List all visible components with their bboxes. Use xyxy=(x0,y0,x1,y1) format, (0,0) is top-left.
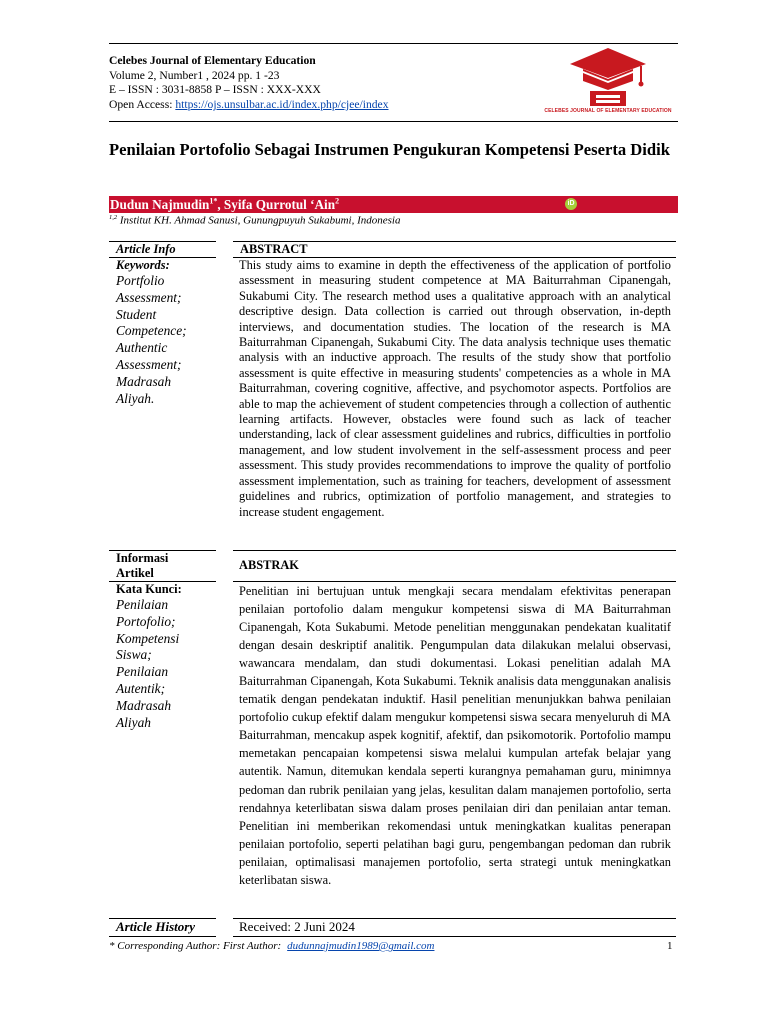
keyword: Aliyah xyxy=(116,714,151,730)
abstract-english: This study aims to examine in depth the effectiveness of the application of portfolio assessment in measuring student competence at MA Baiturrahman Cipanengah, Sukabumi City. The research method uses a qualitative approach with an analytical descriptive design. Data collection is carried out through observation, in-depth interviews, and documentation studies. The location of the research is MA Baiturrahman Cipanengah, Sukabumi City. The data analysis technique uses thematic analysis with an inductive approach. The results of the study show that portfolio assessment is quite effective in measuring students' competencies as a whole in MA Baiturrahman, covering cognitive, affective, and psychomotor aspects. Portfolios are able to map the achievement of student competencies through a collection of authentic learning artifacts. However, obstacles were found such as lack of teacher understanding, lack of clear assessment guidelines and rubrics, difficulties in portfolio management, and low student involvement in the self-assessment process and peer assessment. This study provides recommendations to improve the quality of portfolio assessment implementation, such as training for teachers, development of assessment guidelines and rubrics, optimization of portfolio management, and strategies to increase student engagement. xyxy=(239,258,671,519)
graduation-cap-logo-icon xyxy=(538,44,678,108)
open-access-line xyxy=(109,98,539,113)
header-bottom-rule xyxy=(109,121,678,122)
keyword: Assessment; xyxy=(116,356,182,372)
author-1-sup: 1* xyxy=(209,196,218,206)
keywords-label: Keywords: xyxy=(116,258,170,272)
keyword: Portfolio xyxy=(116,273,165,288)
page-number: 1 xyxy=(667,940,673,952)
article-info-label: Article Info xyxy=(116,242,176,256)
open-access-link[interactable]: https://ojs.unsulbar.ac.id/index.php/cjee/index xyxy=(175,97,389,111)
keyword: Assessment; xyxy=(116,289,182,305)
journal-name: Celebes Journal of Elementary Education xyxy=(109,54,316,67)
keyword: Student xyxy=(116,306,157,322)
keyword: Competence; xyxy=(116,323,187,339)
keyword: Madrasah xyxy=(116,373,172,389)
affiliation-text: Institut KH. Ahmad Sanusi, Gunungpuyuh Sukabumi, Indonesia xyxy=(117,214,401,227)
keywords-list xyxy=(116,273,226,407)
corresponding-label: * Corresponding Author: First Author: xyxy=(109,940,282,952)
logo-caption: CELEBES JOURNAL OF ELEMENTARY EDUCATION xyxy=(544,108,672,114)
article-history-label: Article History xyxy=(116,919,196,934)
keyword: Siswa; xyxy=(116,647,152,663)
author-separator: , xyxy=(217,197,224,212)
keyword: Portofolio; xyxy=(116,613,176,629)
keyword: Kompetensi xyxy=(116,630,180,646)
abstrak-top-rule xyxy=(233,550,676,551)
article-title: Penilaian Portofolio Sebagai Instrumen Pengukuran Kompetensi Peserta Didik xyxy=(109,140,670,159)
keyword: Authentic xyxy=(116,340,168,356)
journal-header xyxy=(109,54,539,112)
received-date: Received: 2 Juni 2024 xyxy=(239,919,355,934)
kata-kunci-list xyxy=(116,597,226,731)
abstrak-heading: ABSTRAK xyxy=(239,558,299,572)
keyword: Autentik; xyxy=(116,680,166,696)
corresponding-author xyxy=(109,940,434,952)
journal-issn: E – ISSN : 3031-8858 P – ISSN : XXX-XXX xyxy=(109,83,321,97)
abstract-heading: ABSTRACT xyxy=(240,242,308,256)
received-bottom-rule xyxy=(233,936,676,937)
keyword: Penilaian xyxy=(116,597,169,612)
orcid-icon[interactable]: iD xyxy=(565,198,577,210)
open-access-label: Open Access: xyxy=(109,97,173,111)
keyword: Aliyah. xyxy=(116,390,155,406)
history-bottom-rule xyxy=(109,936,216,937)
author-bar xyxy=(109,196,678,213)
journal-volume: Volume 2, Number1 , 2024 pp. 1 -23 xyxy=(109,68,280,82)
informasi-label: Informasi xyxy=(116,551,169,565)
author-2: Syifa Qurrotul ‘Ain xyxy=(223,197,336,212)
artikel-label: Artikel xyxy=(116,566,154,580)
keyword: Penilaian xyxy=(116,664,169,680)
keyword: Madrasah xyxy=(116,697,172,713)
affiliation-sup: 1,2 xyxy=(109,214,118,221)
affiliation xyxy=(109,214,678,227)
journal-logo xyxy=(538,44,678,120)
abstract-indonesian: Penelitian ini bertujuan untuk mengkaji secara mendalam efektivitas penerapan penilaian portofolio dalam mengukur kompetensi siswa di MA Baiturrahman Cipanengah, Kota Sukabumi. Metode penelitian menggunakan pendekatan kualitatif dengan desain deskriptif analitik. Pengumpulan data dilakukan melalui observasi, wawancara mendalam, dan studi dokumentasi. Lokasi penelitian adalah MA Baiturrahman Cipanengah, Kota Sukabumi. Teknik analisis data menggunakan analisis tematik dengan pendekatan induktif. Hasil penelitian menunjukkan bahwa penilaian portofolio cukup efektif dalam mengukur kompetensi siswa secara menyeluruh di MA Baiturrahman, mencakup aspek kognitif, afektif, dan psikomotorik. Portofolio mampu memetakan pencapaian kompetensi siswa melalui kumpulan artefak belajar yang autentik. Namun, ditemukan kendala seperti kurangnya pemahaman guru, minimnya pedoman dan rubrik penilaian yang jelas, kesulitan dalam manajemen portofolio, serta rendahnya keterlibatan siswa dalam proses penilaian diri dan penilaian antar teman. Penelitian ini memberikan rekomendasi untuk meningkatkan kualitas penerapan penilaian portofolio, seperti pelatihan bagi guru, pengembangan pedoman dan rubrik penilaian, optimalisasi manajemen portofolio, serta strategi untuk meningkatkan keterlibatan siswa. xyxy=(239,584,671,887)
kata-kunci-label: Kata Kunci: xyxy=(116,582,182,596)
author-1: Dudun Najmudin xyxy=(110,197,210,212)
author-2-sup: 2 xyxy=(335,196,340,206)
author-email-link[interactable]: dudunnajmudin1989@gmail.com xyxy=(287,940,435,952)
